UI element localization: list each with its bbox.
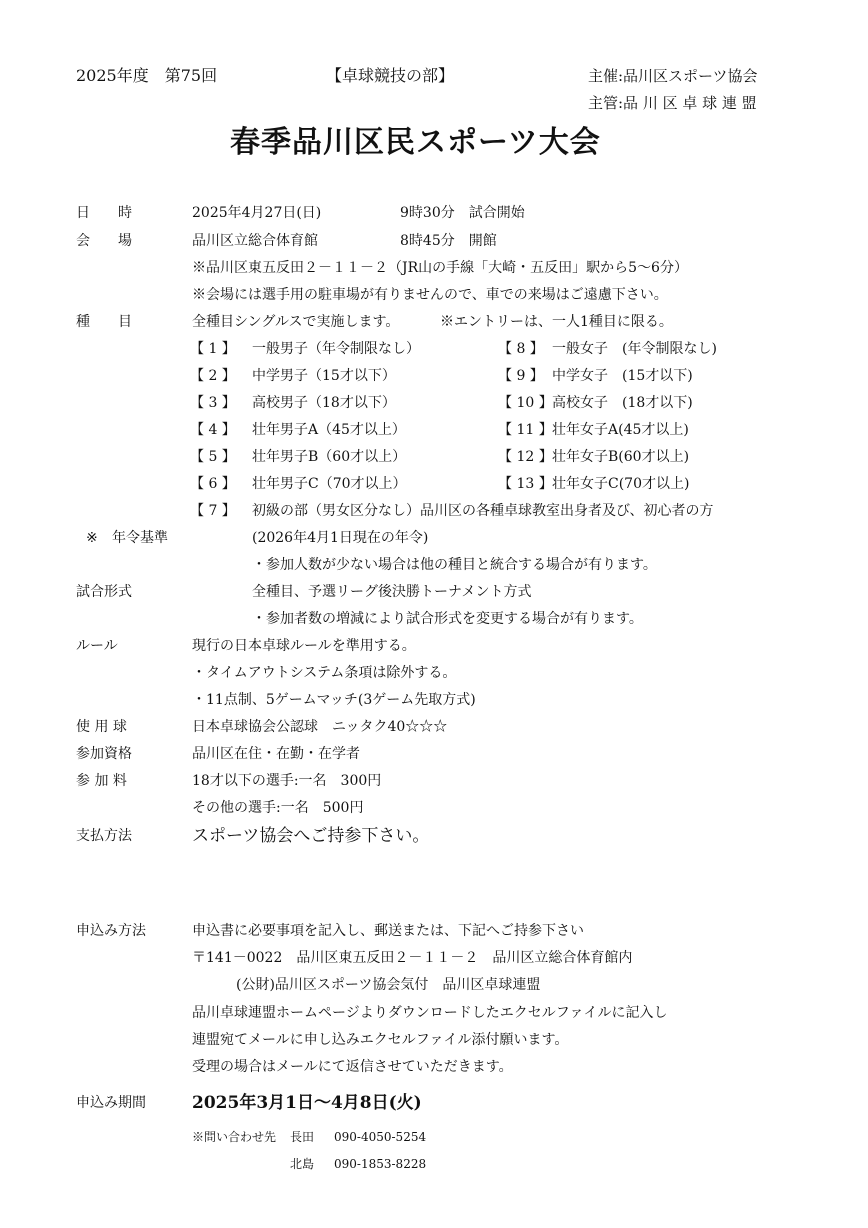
event-name: 壮年男子A（45才以上）: [252, 422, 406, 438]
event-number: 【 12 】: [498, 449, 553, 465]
event-name: 壮年男子C（70才以上）: [252, 476, 407, 492]
format-note: ・参加者数の増減により試合形式を変更する場合が有ります。: [252, 611, 643, 627]
application-line: 〒141－0022 品川区東五反田２－１１－２ 品川区立総合体育館内: [192, 950, 633, 966]
rules-note: ・タイムアウトシステム条項は除外する。: [192, 665, 457, 681]
payment-value: スポーツ協会へご持参下さい。: [192, 826, 430, 846]
fee-label: 参 加 料: [76, 773, 127, 789]
organizer: 主催:品川区スポーツ協会: [588, 67, 758, 85]
event-name: 壮年女子B(60才以上): [552, 449, 690, 465]
event-name: 一般女子 (年令制限なし): [552, 341, 717, 357]
venue-name: 品川区立総合体育館: [192, 233, 318, 249]
age-basis-mark: ※: [86, 530, 98, 546]
division-label: 【卓球競技の部】: [326, 66, 455, 85]
events-label: 種 目: [76, 314, 132, 330]
start-time: 9時30分 試合開始: [400, 205, 525, 221]
rules-label: ルール: [76, 638, 118, 654]
format-label: 試合形式: [76, 584, 132, 600]
application-line: 連盟宛てメールに申し込みエクセルファイル添付願います。: [192, 1032, 569, 1048]
event-number: 【 11 】: [498, 422, 553, 438]
period-label: 申込み期間: [76, 1095, 146, 1111]
venue-label: 会 場: [76, 233, 132, 249]
event-number: 【 7 】: [190, 503, 236, 519]
event-number: 【 4 】: [190, 422, 236, 438]
event-name: 高校女子 (18才以下): [552, 395, 693, 411]
eligibility-label: 参加資格: [76, 746, 132, 762]
fee-line: その他の選手:一名 500円: [192, 800, 364, 816]
application-line: 受理の場合はメールにて返信させていただきます。: [192, 1059, 513, 1075]
event-number: 【 8 】: [498, 341, 544, 357]
ball-label: 使 用 球: [76, 719, 127, 735]
application-label: 申込み方法: [76, 923, 146, 939]
contact-prefix: ※問い合わせ先: [192, 1130, 277, 1144]
contact-phone: 090-4050-5254: [334, 1130, 427, 1144]
application-line: (公財)品川区スポーツ協会気付 品川区卓球連盟: [236, 977, 541, 993]
datetime-label: 日 時: [76, 205, 132, 221]
manager: 主管:品 川 区 卓 球 連 盟: [588, 94, 757, 112]
page-title: 春季品川区民スポーツ大会: [230, 125, 601, 160]
event-name: 初級の部（男女区分なし）品川区の各種卓球教室出身者及び、初心者の方: [252, 503, 714, 519]
payment-label: 支払方法: [76, 828, 132, 844]
age-basis-value: (2026年4月1日現在の年令): [252, 530, 429, 546]
rules-value: 現行の日本卓球ルールを準用する。: [192, 638, 416, 654]
format-value: 全種目、予選リーグ後決勝トーナメント方式: [252, 584, 532, 600]
event-number: 【 9 】: [498, 368, 544, 384]
event-name: 一般男子（年令制限なし）: [252, 341, 420, 357]
age-basis-note: ・参加人数が少ない場合は他の種目と統合する場合が有ります。: [252, 557, 657, 573]
rules-note: ・11点制、5ゲームマッチ(3ゲーム先取方式): [192, 692, 476, 708]
contact-name: 長田: [290, 1130, 315, 1144]
event-number: 【 10 】: [498, 395, 553, 411]
contact-name: 北島: [290, 1157, 315, 1171]
event-name: 中学男子（15才以下）: [252, 368, 396, 384]
event-name: 中学女子 (15才以下): [552, 368, 693, 384]
event-number: 【 1 】: [190, 341, 236, 357]
parking-note: ※会場には選手用の駐車場が有りませんので、車での来場はご遠慮下さい。: [192, 287, 668, 303]
event-name: 壮年男子B（60才以上）: [252, 449, 407, 465]
event-name: 高校男子（18才以下）: [252, 395, 396, 411]
venue-address-note: ※品川区東五反田２－１１－２（JR山の手線「大崎・五反田」駅から5～6分）: [192, 260, 688, 276]
eligibility-value: 品川区在住・在勤・在学者: [192, 746, 360, 762]
event-number: 【 2 】: [190, 368, 236, 384]
entry-note: ※エントリーは、一人1種目に限る。: [440, 314, 673, 330]
event-date: 2025年4月27日(日): [192, 205, 322, 221]
event-number: 【 3 】: [190, 395, 236, 411]
application-line: 申込書に必要事項を記入し、郵送または、下記へご持参下さい: [192, 923, 584, 939]
period-value: 2025年3月1日～4月8日(火): [192, 1093, 422, 1113]
contact-phone: 090-1853-8228: [334, 1157, 427, 1171]
open-time: 8時45分 開館: [400, 233, 497, 249]
event-number: 【 5 】: [190, 449, 236, 465]
event-number: 【 6 】: [190, 476, 236, 492]
event-name: 壮年女子A(45才以上): [552, 422, 689, 438]
year-edition: 2025年度 第75回: [76, 66, 218, 85]
age-basis-label: 年令基準: [112, 530, 168, 546]
events-intro: 全種目シングルスで実施します。: [192, 314, 400, 330]
ball-value: 日本卓球協会公認球 ニッタク40☆☆☆: [192, 719, 448, 735]
event-number: 【 13 】: [498, 476, 553, 492]
fee-line: 18才以下の選手:一名 300円: [192, 773, 382, 789]
application-line: 品川卓球連盟ホームページよりダウンロードしたエクセルファイルに記入し: [192, 1005, 668, 1021]
event-name: 壮年女子C(70才以上): [552, 476, 690, 492]
